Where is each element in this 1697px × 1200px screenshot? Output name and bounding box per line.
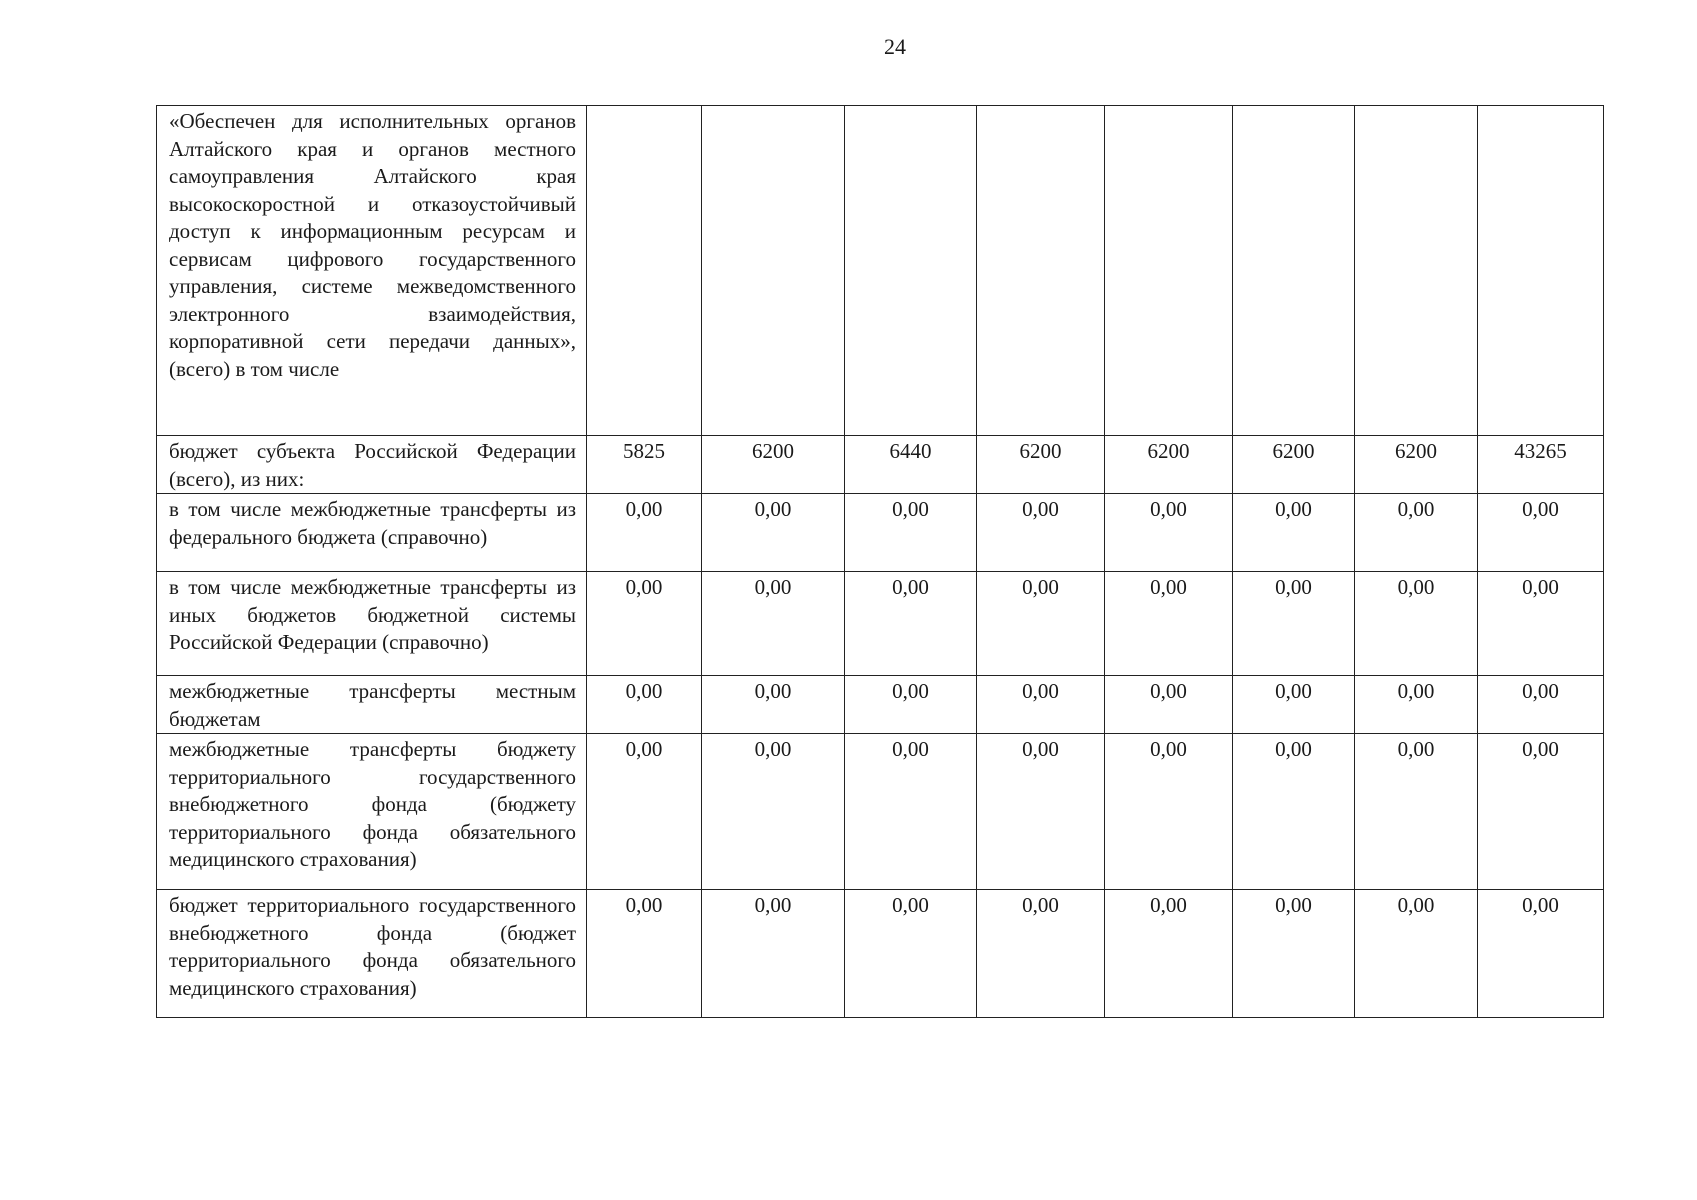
value-cell: 0,00	[1105, 494, 1233, 572]
value-cell: 0,00	[845, 676, 977, 734]
value-cell: 0,00	[587, 890, 702, 1018]
row-label: бюджет субъекта Российской Федерации (всего), из них:	[157, 436, 587, 494]
value-cell: 0,00	[977, 676, 1105, 734]
table-row	[157, 676, 1604, 734]
value-cell: 0,00	[1105, 676, 1233, 734]
value-cell: 0,00	[1478, 494, 1604, 572]
budget-table	[156, 105, 1604, 1018]
value-cell: 6200	[1233, 436, 1355, 494]
value-cell: 0,00	[1355, 734, 1478, 890]
value-cell	[1478, 106, 1604, 436]
value-cell: 6200	[702, 436, 845, 494]
value-cell: 6200	[977, 436, 1105, 494]
value-cell: 5825	[587, 436, 702, 494]
table-body	[157, 106, 1604, 1018]
table-row	[157, 890, 1604, 1018]
value-cell: 0,00	[977, 494, 1105, 572]
value-cell	[977, 106, 1105, 436]
table-row	[157, 106, 1604, 436]
value-cell: 0,00	[977, 572, 1105, 676]
value-cell: 0,00	[1105, 734, 1233, 890]
value-cell: 0,00	[1233, 572, 1355, 676]
page-number: 24	[884, 34, 906, 59]
value-cell: 0,00	[845, 734, 977, 890]
row-label: в том числе межбюджетные трансферты из федерального бюджета (справочно)	[157, 494, 587, 572]
value-cell: 0,00	[1355, 572, 1478, 676]
table-row	[157, 572, 1604, 676]
value-cell: 6200	[1105, 436, 1233, 494]
value-cell	[1233, 106, 1355, 436]
value-cell: 0,00	[1233, 734, 1355, 890]
value-cell: 6200	[1355, 436, 1478, 494]
value-cell: 0,00	[1478, 676, 1604, 734]
value-cell: 0,00	[702, 494, 845, 572]
value-cell: 0,00	[845, 890, 977, 1018]
value-cell	[845, 106, 977, 436]
value-cell: 0,00	[587, 734, 702, 890]
table-row	[157, 436, 1604, 494]
value-cell: 0,00	[1478, 890, 1604, 1018]
row-label: бюджет территориального государственного внебюджетного фонда (бюджет территориального фонда обязательного медицинского страхования)	[157, 890, 587, 1018]
value-cell: 0,00	[1355, 890, 1478, 1018]
value-cell	[1105, 106, 1233, 436]
value-cell: 6440	[845, 436, 977, 494]
value-cell	[587, 106, 702, 436]
value-cell: 0,00	[1478, 572, 1604, 676]
value-cell: 0,00	[1355, 494, 1478, 572]
value-cell: 0,00	[1478, 734, 1604, 890]
value-cell: 0,00	[1233, 890, 1355, 1018]
value-cell	[1355, 106, 1478, 436]
value-cell: 0,00	[1105, 572, 1233, 676]
value-cell: 0,00	[702, 890, 845, 1018]
row-label: «Обеспечен для исполнительных органов Алтайского края и органов местного самоуправления Алтайского края высокоскоростной и отказоустойчивый доступ к информационным ресурсам и сервисам цифрового государственного управления, системе межведомственного электронного взаимодействия, корпоративной сети передачи данных», (всего) в том числе	[157, 106, 587, 436]
value-cell: 0,00	[1105, 890, 1233, 1018]
value-cell: 0,00	[587, 494, 702, 572]
value-cell	[702, 106, 845, 436]
value-cell: 43265	[1478, 436, 1604, 494]
table-row	[157, 734, 1604, 890]
value-cell: 0,00	[702, 734, 845, 890]
value-cell: 0,00	[1233, 494, 1355, 572]
value-cell: 0,00	[1233, 676, 1355, 734]
value-cell: 0,00	[845, 494, 977, 572]
value-cell: 0,00	[587, 676, 702, 734]
table-row	[157, 494, 1604, 572]
value-cell: 0,00	[977, 734, 1105, 890]
value-cell: 0,00	[1355, 676, 1478, 734]
value-cell: 0,00	[702, 676, 845, 734]
row-label: межбюджетные трансферты бюджету территориального государственного внебюджетного фонда (бюджету территориального фонда обязательного медицинского страхования)	[157, 734, 587, 890]
value-cell: 0,00	[587, 572, 702, 676]
value-cell: 0,00	[702, 572, 845, 676]
value-cell: 0,00	[845, 572, 977, 676]
value-cell: 0,00	[977, 890, 1105, 1018]
row-label: в том числе межбюджетные трансферты из иных бюджетов бюджетной системы Российской Федерации (справочно)	[157, 572, 587, 676]
row-label: межбюджетные трансферты местным бюджетам	[157, 676, 587, 734]
